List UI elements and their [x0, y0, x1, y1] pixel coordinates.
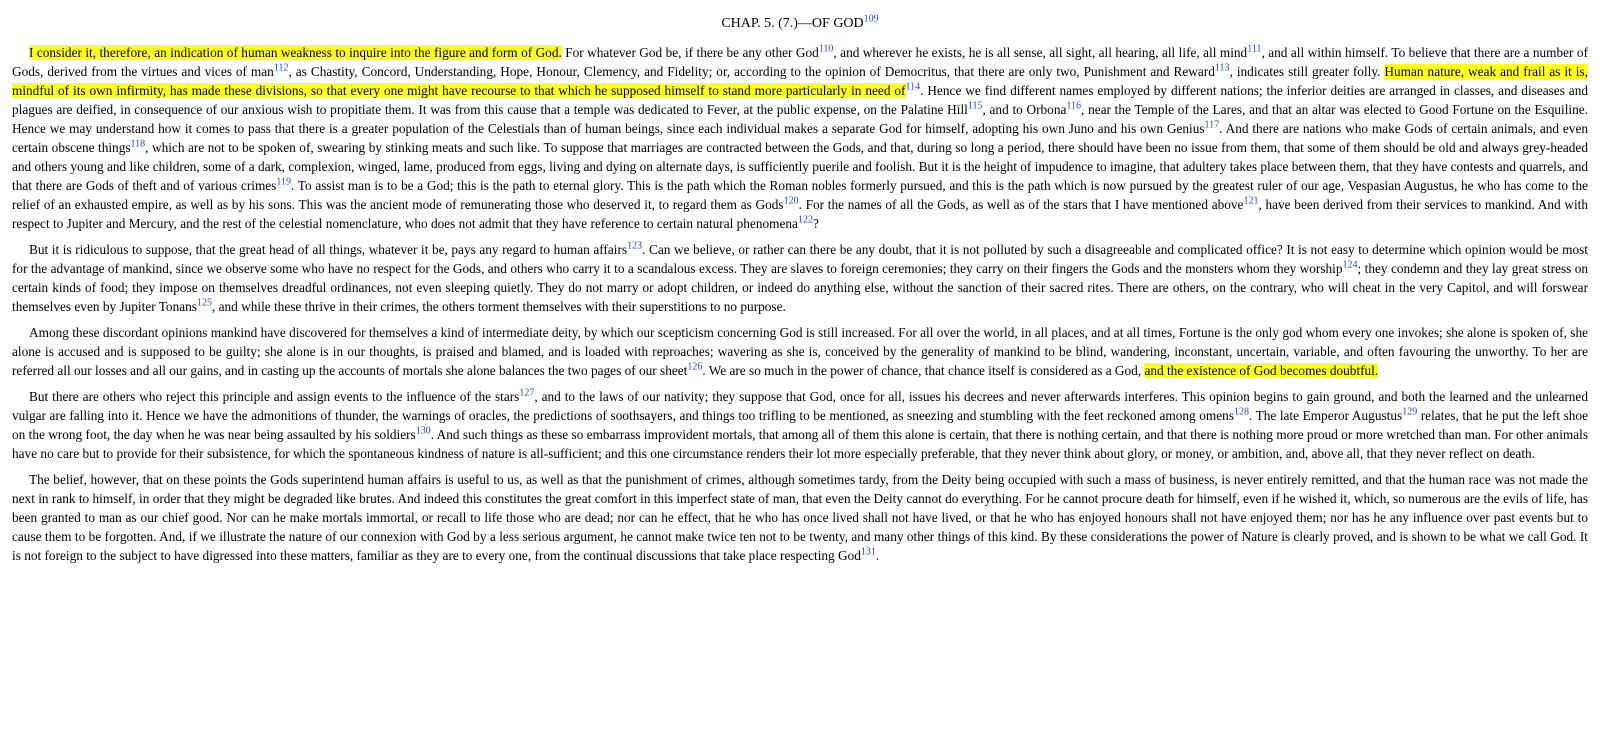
text-run: But it is ridiculous to suppose, that the great head of all things, whatever it be, pays any regard to human affairs: [29, 242, 628, 257]
text-run: . Hence we find different names employed by different nations; the inferior deities are arranged in classes, and diseases and plagues are deified, in consequence of our anxious wish to propitiate them. It was from this cause that a temple was dedicated to Fever, at the public expense, on the Palatine Hill: [12, 83, 1589, 117]
text-run: . For the names of all the Gods, as well as of the stars that I have mentioned above: [798, 197, 1244, 212]
footnote-link[interactable]: 120: [783, 195, 799, 207]
paragraph: [12, 43, 1588, 233]
footnote-link[interactable]: 130: [415, 425, 431, 437]
chapter-body: [12, 43, 1588, 565]
paragraph: [12, 240, 1588, 316]
text-run: The belief, however, that on these points the Gods superintend human affairs is useful to us, as well as that the punishment of crimes, although sometimes tardy, from the Deity being occupied with such a mass of business, is never entirely remitted, and that the human race was not made the next in rank to himself, in order that they might be degraded like brutes. And indeed this constitutes the great comfort in this imperfect state of man, that even the Deity cannot do everything. For he cannot procure death for himself, even if he wished it, which, so numerous are the evils of life, has been granted to man as our chief good. Nor can he make mortals immortal, or recall to life those who are dead; nor can he effect, that he who has once lived shall not have lived, or that he who has enjoyed honours shall not have enjoyed them; nor has he any influence over past events but to cause them to be forgotten. And, if we illustrate the nature of our connexion with God by a less serious argument, he cannot make twice ten not to be twenty, and many other things of this kind. By these considerations the power of Nature is clearly proved, and is shown to be what we call God. It is not foreign to the subject to have digressed into these matters, familiar as they are to every one, from the continual discussions that take place respecting God: [12, 472, 1588, 563]
footnote-link[interactable]: 109: [863, 13, 879, 25]
text-run: For whatever God be, if there be any other God: [561, 45, 819, 60]
highlighted-text: Human nature, weak and frail as it is, mindful of its own infirmity, has made these divisions, so that every one might have recourse to that which he supposed himself to stand more particularly in need of: [12, 64, 1588, 98]
footnote-link[interactable]: 116: [1066, 100, 1082, 112]
paragraph: [12, 323, 1588, 380]
footnote-link[interactable]: 131: [860, 546, 876, 558]
text-run: relates, that he put the left shoe on the wrong foot, the day when he was near being assaulted by his soldiers: [12, 408, 1588, 442]
text-run: . And there are nations who make Gods of certain animals, and even certain obscene things: [12, 121, 1588, 155]
footnote-link[interactable]: 127: [519, 387, 535, 399]
text-run: , indicates still greater folly.: [1229, 64, 1385, 79]
text-run: Among these discordant opinions mankind have discovered for themselves a kind of intermediate deity, by which our scepticism concerning God is still increased. For all over the world, in all places, and at all times, Fortune is the only god whom every one invokes; she alone is spoken of, she alone is accused and is supposed to be guilty; she alone is in our thoughts, is praised and blamed, and is loaded with reproaches; wavering as she is, conceived by the generality of mankind to be blind, wandering, inconstant, uncertain, variable, and often favouring the unworthy. To her are referred all our losses and all our gains, and in casting up the accounts of mortals she alone balances the two pages of our sheet: [12, 325, 1588, 378]
text-run: , as Chastity, Concord, Understanding, Hope, Honour, Clemency, and Fidelity; or, according to the opinion of Democritus, that there are only two, Punishment and Reward: [288, 64, 1215, 79]
text-run: . Can we believe, or rather can there be any doubt, that it is not polluted by such a disagreeable and complicated office? It is not easy to determine which opinion would be most for the advantage of mankind, since we observe some who have no respect for the Gods, and others who carry it to a scandalous excess. They are slaves to foreign ceremonies; they carry on their fingers the Gods and the monsters whom they worship: [12, 242, 1589, 276]
footnote-link[interactable]: 113: [1214, 62, 1230, 74]
footnote-link[interactable]: 117: [1204, 119, 1220, 131]
text-run: , and to the laws of our nativity; they suppose that God, once for all, issues his decrees and never afterwards interferes. This opinion begins to gain ground, and both the learned and the unlearned vulgar are falling into it. Hence we have the admonitions of thunder, the warnings of oracles, the predictions of soothsayers, and things too trifling to be mentioned, as sneezing and stumbling with the feet reckoned among omens: [12, 389, 1588, 423]
footnote-link[interactable]: 128: [1233, 406, 1249, 418]
footnote-link[interactable]: 119: [276, 176, 292, 188]
footnote-link[interactable]: 118: [130, 138, 146, 150]
text-run: .: [875, 548, 880, 563]
footnote-link[interactable]: 112: [273, 62, 289, 74]
paragraph: [12, 387, 1588, 463]
text-run: , and wherever he exists, he is all sense, all sight, all hearing, all life, all mind: [833, 45, 1248, 60]
text-run: ?: [812, 216, 819, 231]
chapter-heading-text: CHAP. 5. (7.)—OF GOD: [721, 16, 864, 31]
footnote-link[interactable]: 125: [196, 297, 212, 309]
footnote-link[interactable]: 111: [1247, 43, 1262, 55]
text-run: But there are others who reject this principle and assign events to the influence of the stars: [29, 389, 520, 404]
footnote-link[interactable]: 121: [1243, 195, 1259, 207]
footnote-link[interactable]: 115: [967, 100, 983, 112]
text-run: , near the Temple of the Lares, and that an altar was elected to Good Fortune on the Esquiline. Hence we may understand how it comes to pass that there is a greater population of the Celestials than of human beings, since each individual makes a separate God for himself, adopting his own Juno and his own Genius: [12, 102, 1588, 136]
text-run: ; they condemn and they lay great stress on certain kinds of food; they impose on themselves dreadful ordinances, not even sleeping quietly. They do not marry or adopt children, or indeed do anything else, without the sanction of their sacred rites. There are others, on the contrary, who will cheat in the very Capitol, and will forswear themselves even by Jupiter Tonans: [12, 261, 1588, 314]
text-run: , and all within himself. To believe that there are a number of Gods, derived from the virtues and vices of man: [12, 45, 1588, 79]
text-run: . We are so much in the power of chance, that chance itself is considered as a God,: [702, 363, 1145, 378]
footnote-link[interactable]: 126: [687, 361, 703, 373]
footnote-link[interactable]: 124: [1342, 259, 1358, 271]
footnote-link[interactable]: 110: [818, 43, 834, 55]
highlighted-text: I consider it, therefore, an indication of human weakness to inquire into the figure and form of God.: [29, 45, 562, 60]
footnote-link[interactable]: 129: [1402, 406, 1418, 418]
text-run: , have been derived from their services to mankind. And with respect to Jupiter and Mercury, and the rest of the celestial nomenclature, who does not admit that they have reference to certain natural phenomena: [12, 197, 1588, 231]
text-run: . To assist man is to be a God; this is the path to eternal glory. This is the path which the Roman nobles formerly pursued, and this is the path which is now pursued by the greatest ruler of our age, Vespasian Augustus, he who has come to the relief of an exhausted empire, as well as by his sons. This was the ancient mode of remunerating those who deserved it, to regard them as Gods: [12, 178, 1589, 212]
text-run: . And such things as these so embarrass improvident mortals, that among all of them this alone is certain, that there is nothing certain, and that there is nothing more proud or more wretched than man. For other animals have no care but to provide for their subsistence, for which the spontaneous kindness of nature is all-sufficient; and this one circumstance renders their lot more especially preferable, that they never think about glory, or money, or ambition, and, above all, that they never reflect on death.: [12, 427, 1589, 461]
text-run: , which are not to be spoken of, swearing by stinking meats and such like. To suppose that marriages are contracted between the Gods, and that, during so long a period, there should have been no issue from them, that some of them should be old and always grey-headed and others young and like children, some of a dark, complexion, winged, lame, produced from eggs, living and dying on alternate days, is sufficiently puerile and foolish. But it is the height of impudence to imagine, that adultery takes place between them, that they have contests and quarrels, and that there are Gods of theft and of various crimes: [12, 140, 1588, 193]
chapter-heading: [12, 14, 1588, 34]
footnote-link[interactable]: 122: [797, 214, 813, 226]
text-run: , and to Orbona: [982, 102, 1067, 117]
footnote-link[interactable]: 123: [627, 240, 643, 252]
highlighted-text: and the existence of God becomes doubtful.: [1144, 363, 1379, 378]
text-run: , and while these thrive in their crimes, the others torment themselves with their superstitions to no purpose.: [211, 299, 786, 314]
footnote-link[interactable]: 114: [905, 81, 921, 93]
paragraph: [12, 470, 1588, 565]
text-run: . The late Emperor Augustus: [1248, 408, 1403, 423]
